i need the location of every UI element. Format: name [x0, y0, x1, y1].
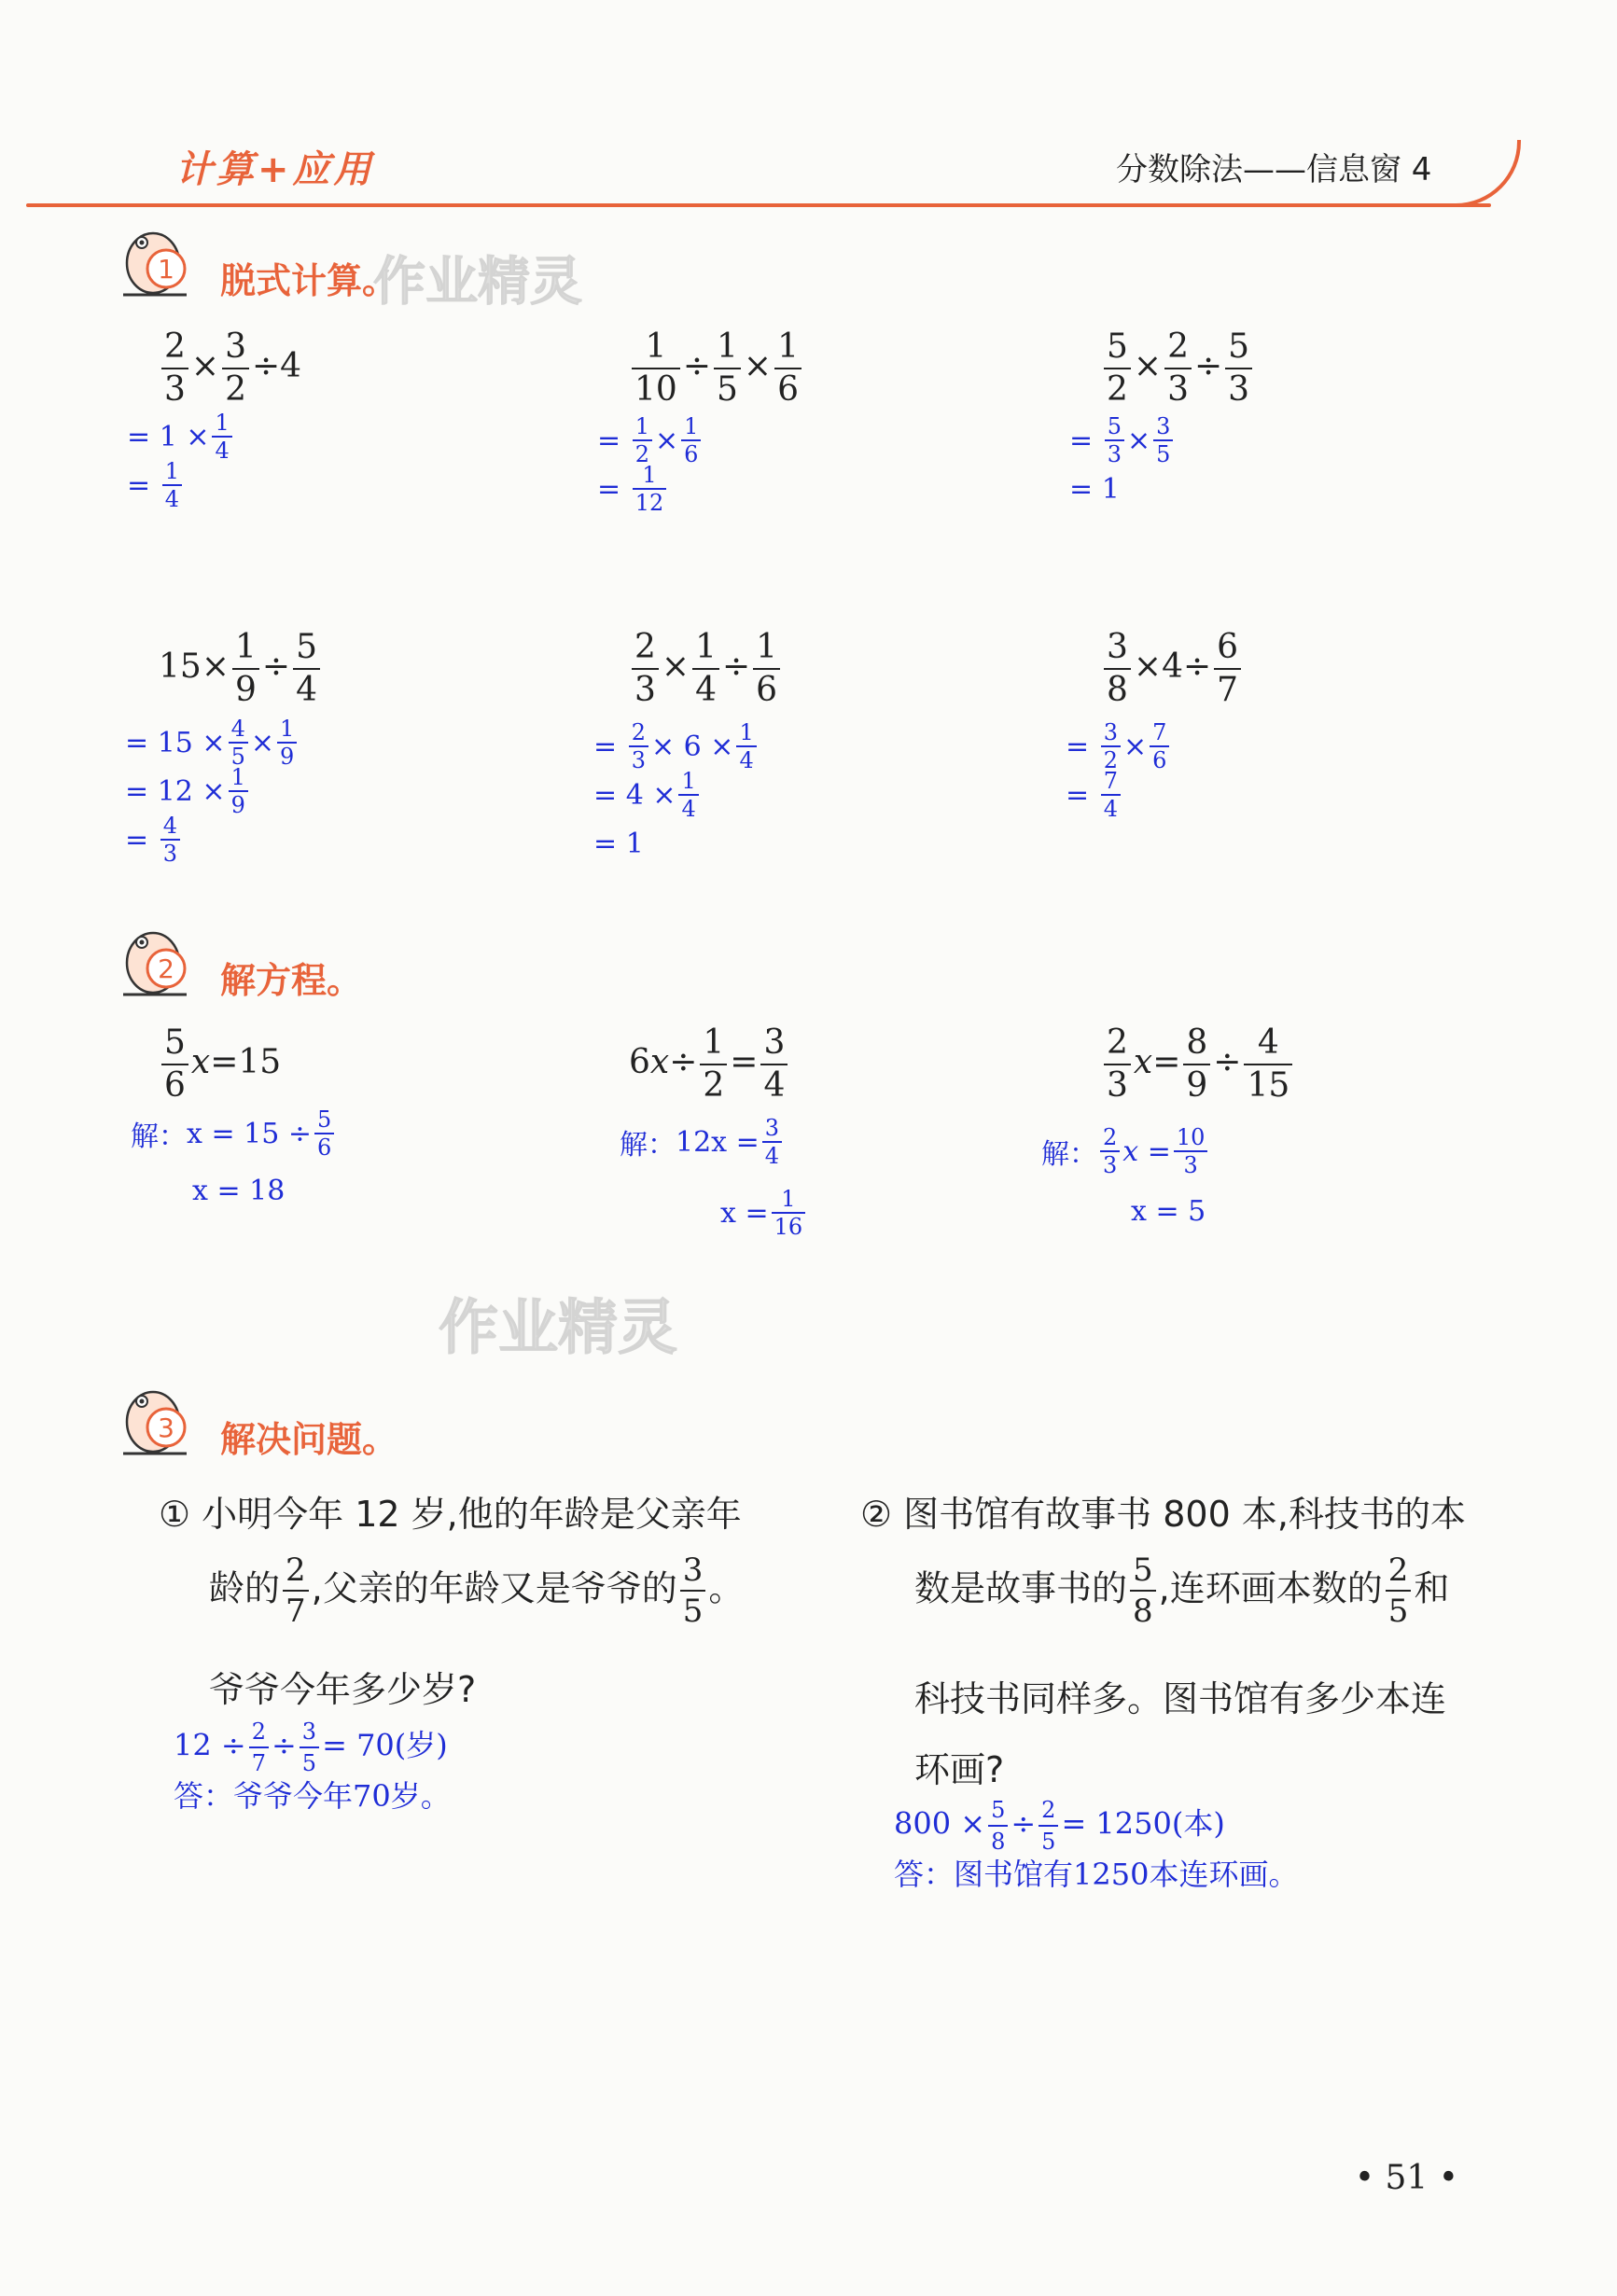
calc-answer-2: = $\frac{1}{2}$ × $\frac{1}{6}$ = $\frac{1}{12}$ [597, 416, 704, 513]
calc-answer-4: = 15 × $\frac{4}{5}$ × $\frac{1}{9}$ = 12 × $\frac{1}{9}$ = $\frac{4}{3}$ [125, 718, 300, 864]
fraction: $\frac{1}{2}$ [700, 1026, 727, 1103]
fraction: $\frac{1}{16}$ [772, 1188, 806, 1238]
fraction: $\frac{5}{3}$ [1105, 415, 1124, 466]
fraction: $\frac{3}{2}$ [1101, 721, 1121, 772]
fraction: $\frac{1}{4}$ [212, 411, 231, 462]
calc-problem-3: $\frac{5}{2}$ × $\frac{2}{3}$ ÷ $\frac{5}{3}$ [1101, 330, 1255, 407]
fraction: $\frac{5}{4}$ [293, 631, 320, 707]
fraction: $\frac{1}{6}$ [753, 631, 780, 707]
fraction: $\frac{2}{3}$ [629, 721, 648, 772]
fraction: $\frac{1}{9}$ [277, 717, 297, 768]
fraction: $\frac{1}{10}$ [632, 330, 680, 407]
equation-3: $\frac{2}{3}$ x= $\frac{8}{9}$ ÷ $\frac{4}{15}$ [1101, 1026, 1295, 1103]
fraction: $\frac{1}{9}$ [232, 631, 259, 707]
fraction: $\frac{3}{4}$ [762, 1117, 782, 1167]
problem-2-line-1: ② 图书馆有故事书 800 本,科技书的本 [860, 1494, 1466, 1535]
fraction: $\frac{2}{3}$ [1104, 1026, 1131, 1103]
fraction: $\frac{5}{2}$ [1104, 330, 1131, 407]
calc-answer-3: = $\frac{5}{3}$ × $\frac{3}{5}$ = 1 [1069, 416, 1176, 513]
watermark-top: 作业精灵 [373, 252, 582, 313]
fraction: $\frac{4}{3}$ [160, 814, 180, 865]
fraction: $\frac{5}{6}$ [161, 1026, 188, 1103]
fraction: $\frac{1}{9}$ [229, 766, 248, 816]
bird-icon-2 [118, 922, 192, 1000]
fraction: $\frac{1}{6}$ [774, 330, 802, 407]
header-chapter-title: 分数除法——信息窗 4 [1116, 151, 1432, 188]
fraction: $\frac{2}{5}$ [1386, 1554, 1412, 1627]
problem-1-line-3: 爷爷今年多少岁? [209, 1669, 477, 1710]
fraction: $\frac{5}{3}$ [1225, 330, 1252, 407]
fraction: $\frac{2}{3}$ [161, 330, 188, 407]
problem-1-answer-sentence: 答：爷爷今年70岁。 [174, 1778, 451, 1814]
fraction: $\frac{2}{7}$ [283, 1554, 309, 1627]
problem-2-line-3: 科技书同样多。图书馆有多少本连 [914, 1678, 1447, 1719]
calc-answer-6: = $\frac{3}{2}$ × $\frac{7}{6}$ = $\frac{7}{4}$ [1066, 722, 1172, 819]
fraction: $\frac{1}{12}$ [633, 464, 667, 514]
header-section-label: 计算+应用 [175, 148, 375, 191]
section-title-2: 解方程。 [220, 960, 363, 1001]
fraction: $\frac{1}{4}$ [736, 721, 756, 772]
section-number-2: 2 [158, 953, 174, 984]
fraction: $\frac{3}{5}$ [1153, 415, 1173, 466]
bird-icon-1 [118, 222, 192, 300]
equation-answer-1: 解： x = 15 ÷ $\frac{5}{6}$ x = 18 [131, 1101, 337, 1215]
bird-icon-3 [118, 1381, 192, 1459]
fraction: $\frac{1}{4}$ [678, 770, 698, 820]
fraction: $\frac{2}{5}$ [1039, 1799, 1058, 1853]
problem-1-line-2: 龄的 $\frac{2}{7}$ ,父亲的年龄又是爷爷的 $\frac{3}{5}$ 。 [209, 1552, 745, 1630]
fraction: $\frac{3}{4}$ [760, 1026, 788, 1103]
problem-2-line-2: 数是故事书的 $\frac{5}{8}$ ,连环画本数的 $\frac{2}{5}$ 和 [914, 1552, 1450, 1630]
fraction: $\frac{5}{8}$ [1130, 1554, 1156, 1627]
fraction: $\frac{3}{5}$ [680, 1554, 706, 1627]
section-number-3: 3 [158, 1412, 174, 1443]
section-title-3: 解决问题。 [220, 1419, 398, 1460]
fraction: $\frac{1}{4}$ [162, 460, 182, 510]
calc-answer-1: = 1 × $\frac{1}{4}$ = $\frac{1}{4}$ [127, 412, 235, 509]
problem-1-line-1: ① 小明今年 12 岁,他的年龄是父亲年 [159, 1494, 742, 1535]
fraction: $\frac{2}{3}$ [1100, 1126, 1120, 1176]
problem-2-answer-sentence: 答：图书馆有1250本连环画。 [894, 1857, 1299, 1892]
watermark-middle: 作业精灵 [439, 1294, 677, 1363]
fraction: $\frac{4}{15}$ [1244, 1026, 1292, 1103]
fraction: $\frac{2}{7}$ [249, 1720, 269, 1774]
fraction: $\frac{5}{8}$ [988, 1799, 1008, 1853]
equation-2: 6x÷ $\frac{1}{2}$ = $\frac{3}{4}$ [629, 1026, 790, 1103]
problem-2-line-4: 环画? [914, 1749, 1005, 1790]
header-divider-curve [1456, 140, 1521, 207]
fraction: $\frac{1}{4}$ [692, 631, 719, 707]
calc-answer-5: = $\frac{2}{3}$ × 6 × $\frac{1}{4}$ = 4 × $\frac{1}{4}$ = 1 [593, 722, 760, 868]
problem-2-answer: 800 × $\frac{5}{8}$ ÷ $\frac{2}{5}$ = 1250(本) [894, 1797, 1225, 1855]
fraction: $\frac{1}{2}$ [633, 415, 652, 466]
equation-answer-3: 解： $\frac{2}{3}$ x = $\frac{10}{3}$ x = 5 [1041, 1116, 1210, 1235]
fraction: $\frac{7}{6}$ [1150, 721, 1169, 772]
section-title-1: 脱式计算。 [220, 260, 398, 301]
header-divider [26, 203, 1491, 207]
problem-1-answer: 12 ÷ $\frac{2}{7}$ ÷ $\frac{3}{5}$ = 70(岁) [174, 1719, 448, 1776]
section-number-1: 1 [158, 254, 174, 285]
calc-problem-5: $\frac{2}{3}$ × $\frac{1}{4}$ ÷ $\frac{1}{6}$ [629, 631, 783, 707]
equation-answer-2: 解： 12x = $\frac{3}{4}$ x = $\frac{1}{16}$ [620, 1106, 808, 1248]
fraction: $\frac{2}{3}$ [632, 631, 659, 707]
calc-problem-4: 15× $\frac{1}{9}$ ÷ $\frac{5}{4}$ [159, 631, 323, 707]
equation-1: $\frac{5}{6}$ x=15 [159, 1026, 281, 1103]
fraction: $\frac{1}{5}$ [714, 330, 741, 407]
fraction: $\frac{8}{9}$ [1183, 1026, 1210, 1103]
fraction: $\frac{2}{3}$ [1164, 330, 1192, 407]
calc-problem-1: $\frac{2}{3}$ × $\frac{3}{2}$ ÷4 [159, 330, 301, 407]
fraction: $\frac{3}{8}$ [1104, 631, 1131, 707]
fraction: $\frac{4}{5}$ [229, 717, 248, 768]
page-number: • 51 • [1354, 2159, 1458, 2197]
fraction: $\frac{3}{5}$ [300, 1720, 319, 1774]
fraction: $\frac{10}{3}$ [1174, 1126, 1208, 1176]
fraction: $\frac{1}{6}$ [681, 415, 701, 466]
calc-problem-2: $\frac{1}{10}$ ÷ $\frac{1}{5}$ × $\frac{1}{6}$ [629, 330, 804, 407]
fraction: $\frac{6}{7}$ [1214, 631, 1241, 707]
fraction: $\frac{5}{6}$ [314, 1108, 334, 1159]
fraction: $\frac{7}{4}$ [1101, 770, 1121, 820]
calc-problem-6: $\frac{3}{8}$ ×4÷ $\frac{6}{7}$ [1101, 631, 1244, 707]
fraction: $\frac{3}{2}$ [222, 330, 249, 407]
